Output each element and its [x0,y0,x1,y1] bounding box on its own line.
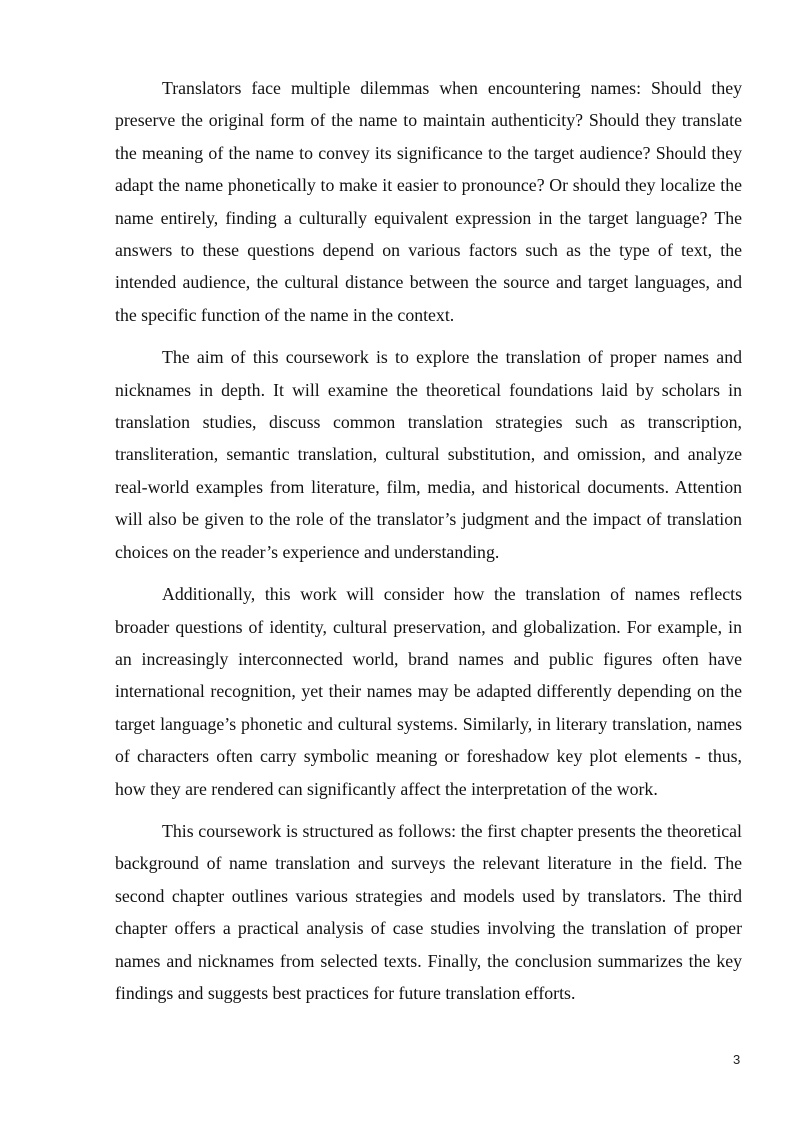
page-number: 3 [733,1052,741,1067]
paragraph-aim: The aim of this coursework is to explore the translation of proper names and nicknames in depth. It will examine the theoretical foundations laid by scholars in translation studies, discuss common translation strategies such as transcription, transliteration, semantic translation, cultural substitution, and omission, and analyze real-world examples from literature, film, media, and historical documents. Attention will also be given to the role of the translator’s judgment and the impact of translation choices on the reader’s experience and understanding. [115,347,742,562]
paragraph-dilemmas: Translators face multiple dilemmas when encountering names: Should they preserve the original form of the name to maintain authenticity? Should they translate the meaning of the name to convey its significance to the target audience? Should they adapt the name phonetically to make it easier to pronounce? Or should they localize the name entirely, finding a culturally equivalent expression in the target language? The answers to these questions depend on various factors such as the type of text, the intended audience, the cultural distance between the source and target languages, and the specific function of the name in the context. [115,78,742,325]
paragraph-structure: This coursework is structured as follows: the first chapter presents the theoretical background of name translation and surveys the relevant literature in the field. The second chapter outlines various strategies and models used by translators. The third chapter offers a practical analysis of case studies involving the translation of proper names and nicknames from selected texts. Finally, the conclusion summarizes the key findings and suggests best practices for future translation efforts. [115,820,742,1003]
document-page [115,72,742,1019]
paragraph-additionally: Additionally, this work will consider how the translation of names reflects broader questions of identity, cultural preservation, and globalization. For example, in an increasingly interconnected world, brand names and public figures often have international recognition, yet their names may be adapted differently depending on the target language’s phonetic and cultural systems. Similarly, in literary translation, names of characters often carry symbolic meaning or foreshadow key plot elements - thus, how they are rendered can significantly affect the interpretation of the work. [115,584,742,799]
